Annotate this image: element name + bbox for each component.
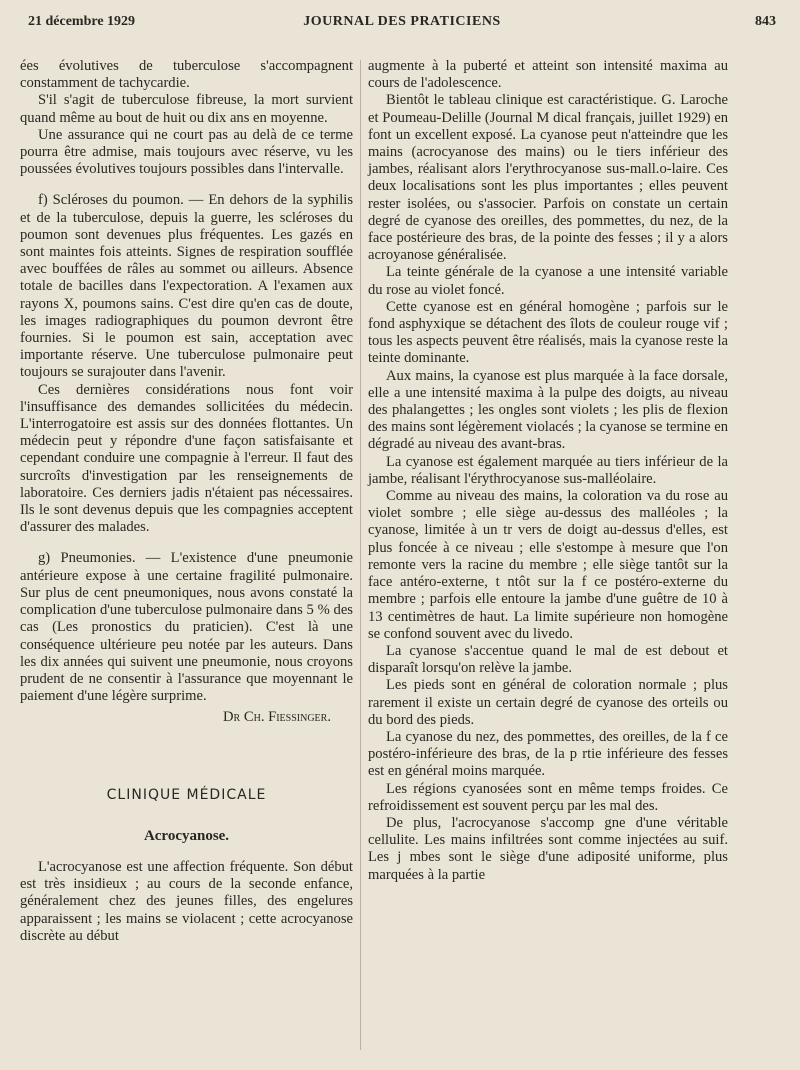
- right-column: [368, 58, 728, 884]
- paragraph: La teinte générale de la cyanose a une intensité variable du rose au violet foncé.: [368, 264, 728, 298]
- paragraph-pneumonies: g) Pneumonies. — L'existence d'une pneumonie antérieure expose à une certaine fragilité pulmonaire. Sur plus de cent pneumoniques, nous avons constaté la complication d'une tuberculose pulmonaire dans 5 % des cas (Les pronostics du praticien). C'est là une conséquence ultérieure peu notée par les auteurs. Dans les dix années qui suivent une pneumonie, nous croyons prudent de ne consentir à l'assurance que moyennant le paiement d'une légère surprime.: [20, 550, 353, 705]
- article-title: Acrocyanose.: [143, 827, 230, 844]
- paragraph: augmente à la puberté et atteint son intensité maxima au cours de l'adolescence.: [368, 58, 728, 92]
- paragraph: La cyanose du nez, des pommettes, des oreilles, de la f ce postéro-inférieure des bras, de la p rtie inférieure des fesses est en général moins marquée.: [368, 728, 728, 780]
- paragraph: ées évolutives de tuberculose s'accompagnent constamment de tachycardie.: [20, 58, 353, 92]
- page-number: 843: [755, 14, 776, 29]
- paragraph: L'acrocyanose est une affection fréquente. Son début est très insidieux ; au cours de la seconde enfance, généralement chez des jeunes filles, des engelures apparaissent ; les mains se violacent ; cette acrocyanose discrète au début: [20, 858, 353, 944]
- paragraph: Comme au niveau des mains, la coloration va du rose au violet sombre ; elle siège au-dessus des malléoles ; la cyanose, limitée à un tr vers de doigt au-dessus d'elles, est plus foncée à ce niveau ; elle s'estompe à mesure que l'on remonte vers la racine du membre ; elle siège tantôt sur la face antéro-externe, t ntôt sur la f ce postéro-externe du membre ; parfois elle entoure la jambe d'une guêtre de 10 à 13 centimètres de haut. La limite supérieure non homogène se confond souvent avec du livedo.: [368, 488, 728, 642]
- issue-date: 21 décembre 1929: [28, 14, 136, 29]
- column-divider: [360, 60, 361, 1050]
- author-signature: Dr Ch. Fiessinger.: [223, 709, 331, 726]
- paragraph-scleroses: f) Scléroses du poumon. — En dehors de la syphilis et de la tuberculose, depuis la guerre, les scléroses du poumon sont devenues plus fréquentes. Les gazés en sont maintes fois atteints. Signes de respiration soufflée avec bouffées de râles au sommet ou ailleurs. Absence totale de bacilles dans l'expectoration. A l'examen aux rayons X, poumons sains. C'est dire qu'en cas de doute, les images radiographiques du poumon devront être fournies. Si le poumon est sain, acceptation avec importante réserve. Une tuberculose pulmonaire peut toujours se surajouter dans l'avenir.: [20, 192, 353, 381]
- running-header: [28, 14, 776, 36]
- journal-title: JOURNAL DES PRATICIENS: [303, 14, 501, 29]
- paragraph: De plus, l'acrocyanose s'accomp gne d'une véritable cellulite. Les mains infiltrées sont comme injectées au suif. Les j mbes sont le siège d'une adiposité uniforme, plus marquées à la partie: [368, 814, 728, 883]
- paragraph: La cyanose est également marquée au tiers inférieur de la jambe, réalisant l'érythrocyanose sus-malléolaire.: [368, 453, 728, 487]
- paragraph: Aux mains, la cyanose est plus marquée à la face dorsale, elle a une intensité maxima à la pulpe des doigts, au niveau des phalangettes ; les ongles sont violets ; les plis de flexion des mains sont légèrement violacés ; la cyanose se termine en dégradé au niveau des avant-bras.: [368, 367, 728, 453]
- section-title: CLINIQUE MÉDICALE: [106, 786, 267, 803]
- paragraph: Ces dernières considérations nous font voir l'insuffisance des demandes sollicitées du médecin. L'interrogatoire est assis sur des données flottantes. Un médecin peut y répondre d'une façon satisfaisante et cependant conduire une compagnie à l'erreur. Il faut des surcroîts d'investigation par les renseignements de laboratoire. Ces derniers jadis n'étaient pas nécessaires. Ils le sont devenus depuis que les compagnies acceptent d'assurer des malades.: [20, 381, 353, 536]
- paragraph: La cyanose s'accentue quand le mal de est debout et disparaît lorsqu'on relève la jambe.: [368, 642, 728, 677]
- left-column: [20, 58, 353, 945]
- paragraph: Les régions cyanosées sont en même temps froides. Ce refroidissement est souvent perçu par les mal des.: [368, 780, 728, 814]
- paragraph: Cette cyanose est en général homogène ; parfois sur le fond asphyxique se détachent des îlots de couleur rouge vif ; tous les aspects peuvent être réalisés, mais la cyanose reste la teinte dominante.: [368, 298, 728, 367]
- paragraph: Bientôt le tableau clinique est caractéristique. G. Laroche et Poumeau-Delille (Journal M dical français, juillet 1929) en font un excellent exposé. La cyanose peut n'atteindre que les mains (acrocyanose des mains) ou le tiers inférieur des jambes, réalisant alors l'erythrocyanose sus-mall.o-laire. Ces deux localisations sont les plus importantes ; elles peuvent rester isolées, ou s'associer. Parfois on constate un certain degré de cyanose des oreilles, des pommettes, du nez, de la face postérieure des bras, de la pointe des fesses ; il y a alors acroyanose généralisée.: [368, 92, 728, 264]
- paragraph: Les pieds sont en général de coloration normale ; plus rarement il existe un certain degré de cyanose des orteils ou du bord des pieds.: [368, 677, 728, 728]
- paragraph: S'il s'agit de tuberculose fibreuse, la mort survient quand même au bout de huit ou dix ans en moyenne.: [20, 92, 353, 126]
- paragraph: Une assurance qui ne court pas au delà de ce terme pourra être admise, mais toujours avec réserve, vu les poussées évolutives toujours possibles dans l'intervalle.: [20, 126, 353, 178]
